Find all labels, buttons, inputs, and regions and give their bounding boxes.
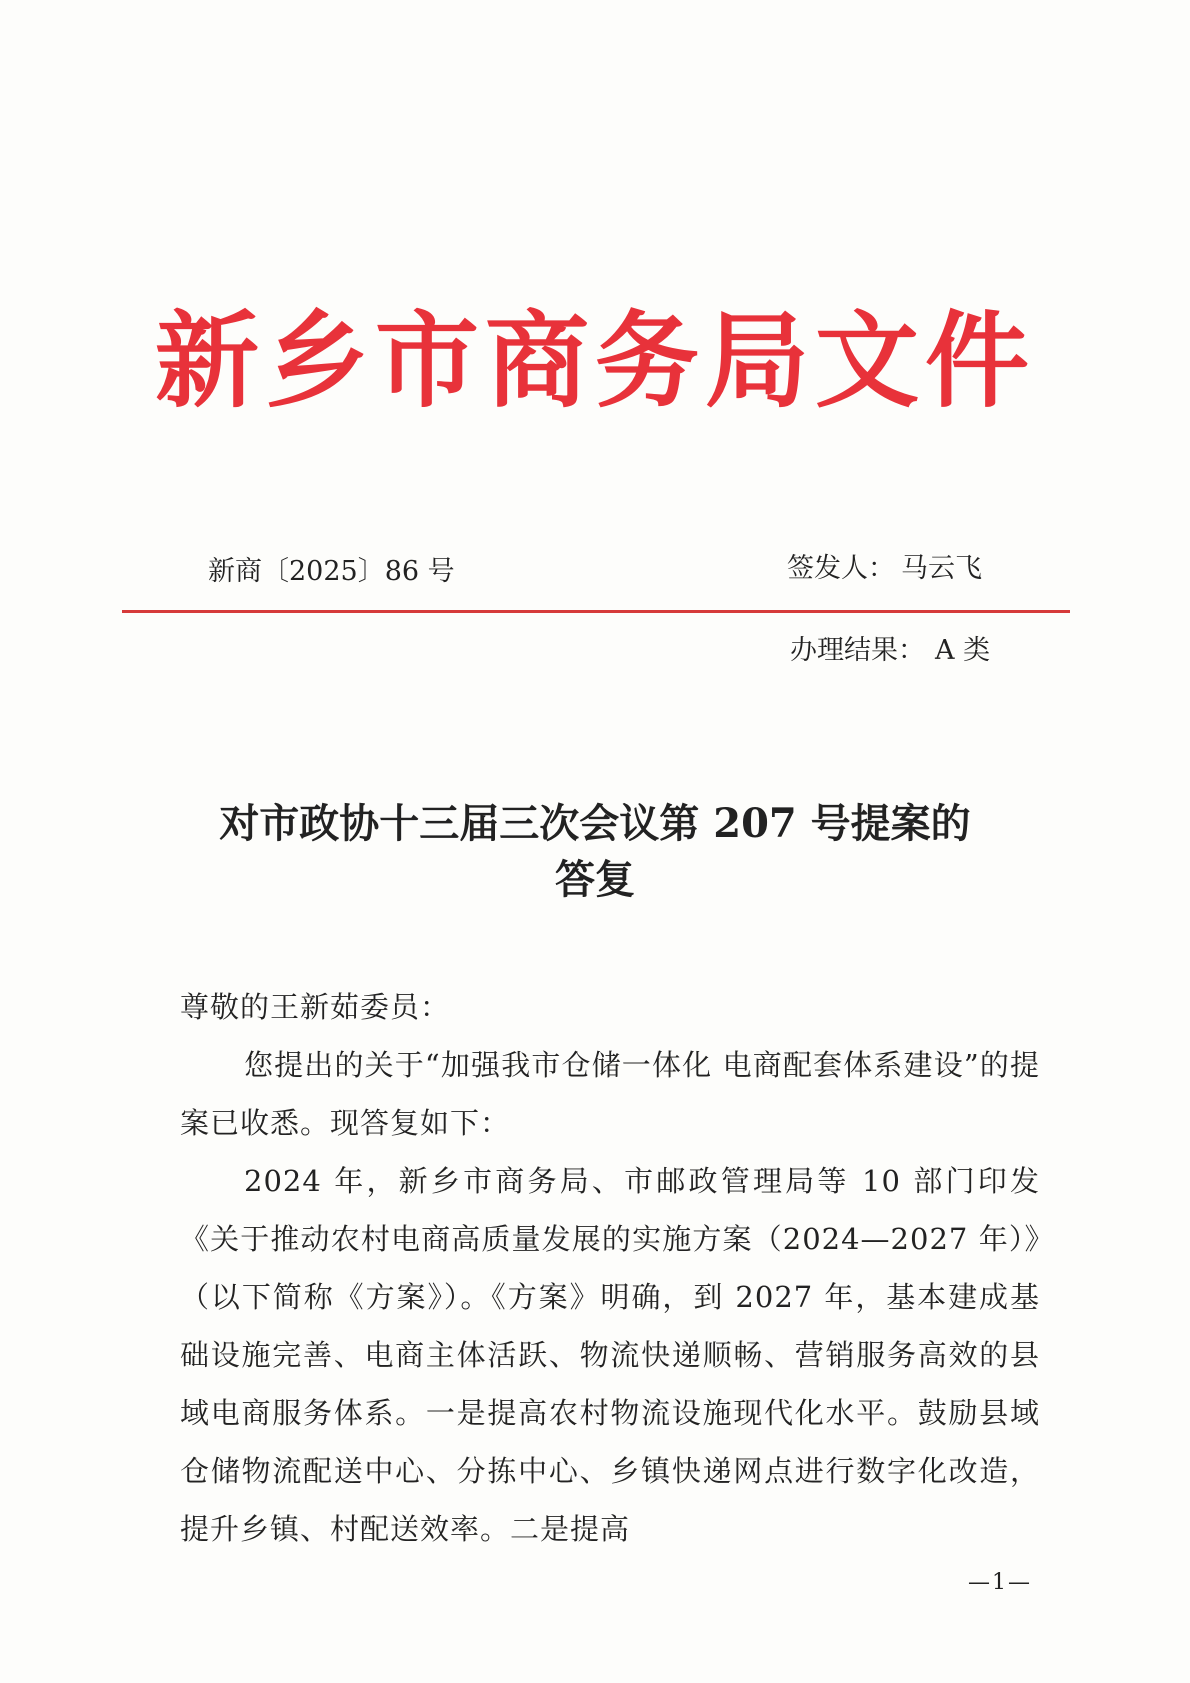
issuer-line: [787, 551, 982, 587]
handling-result-line: [790, 633, 990, 669]
document-number: 新商〔2025〕86 号: [208, 556, 455, 587]
paragraph-acknowledgement: 您提出的关于“加强我市仓储一体化 电商配套体系建设”的提案已收悉。现答复如下：: [180, 1048, 1040, 1140]
salutation: 尊敬的王新茹委员：: [180, 990, 451, 1024]
paragraph-plan-details: 2024 年，新乡市商务局、市邮政管理局等 10 部门印发《关于推动农村电商高质量发展的实施方案（2024—2027 年）》（以下简称《方案》）。《方案》明确，到 2027 年，基本建成基础设施完善、电商主体活跃、物流快递顺畅、营销服务高效的县域电商服务体系。一是提高农村物流设施现代化水平。鼓励县域仓储物流配送中心、分拣中心、乡镇快递网点进行数字化改造，提升乡镇、村配送效率。二是提高: [180, 1164, 1040, 1546]
issuer-label: 签发人：: [787, 553, 895, 584]
document-title-line1: 对市政协十三届三次会议第 207 号提案的: [219, 800, 971, 847]
masthead-title: 新乡市商务局文件: [154, 299, 1035, 422]
handling-result-label: 办理结果：: [790, 635, 925, 666]
document-title-line2: 答复: [555, 856, 635, 903]
handling-result-value: A 类: [935, 635, 991, 666]
document-title: [150, 796, 1040, 908]
issuer-name: 马云飞: [901, 553, 982, 584]
document-body: [180, 978, 1040, 1558]
page-number: —1—: [968, 1570, 1032, 1595]
red-separator-rule: [122, 610, 1070, 613]
